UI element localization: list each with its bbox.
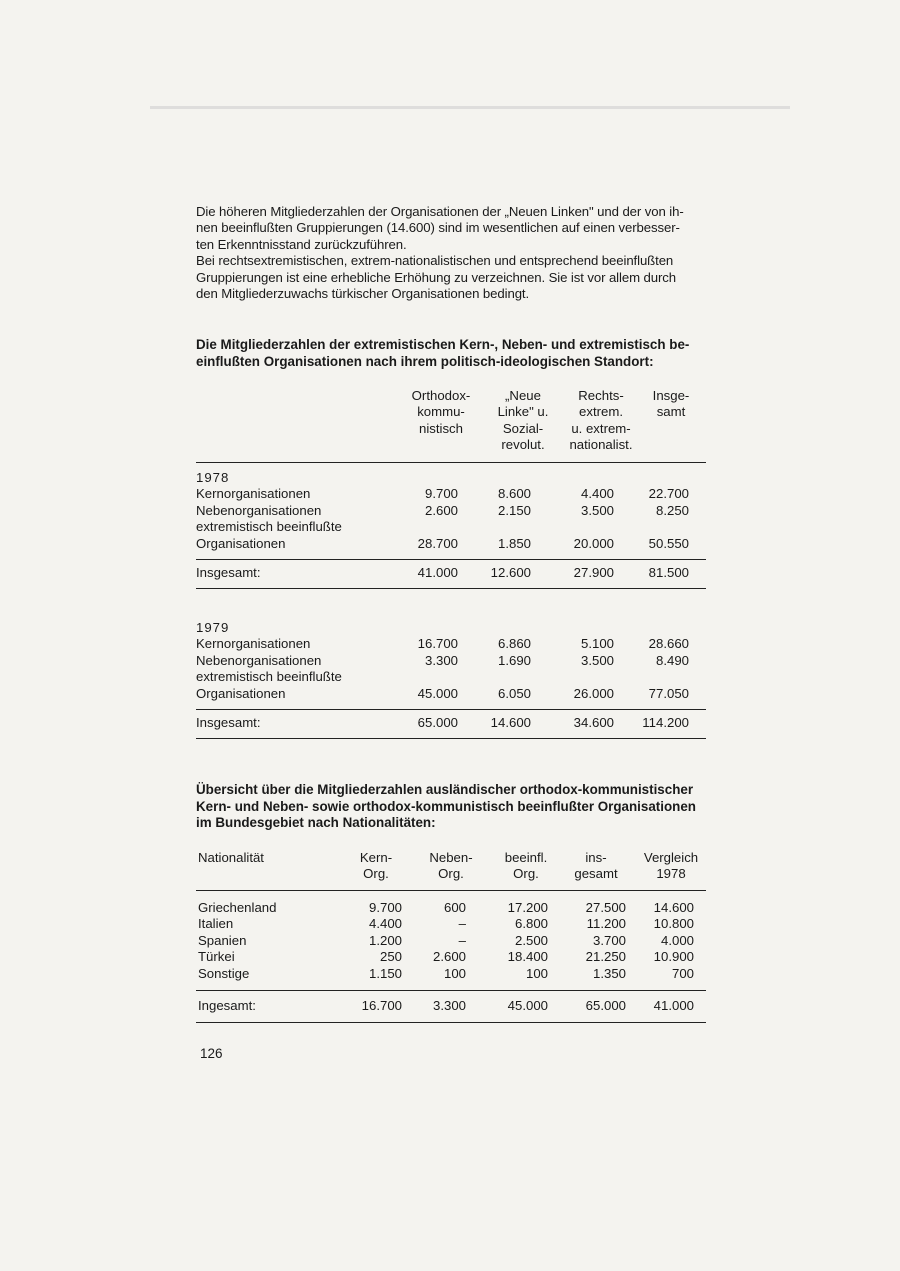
column-header: extrem. <box>579 404 623 420</box>
table-cell: 26.000 <box>573 685 614 701</box>
column-header: samt <box>656 404 686 420</box>
block-end-rule <box>196 588 706 589</box>
row-label: Kernorganisationen <box>196 486 311 502</box>
block-end-rule <box>196 1022 706 1023</box>
table-cell: 28.700 <box>417 535 458 551</box>
table-cell: 3.700 <box>592 932 626 948</box>
table-cell: 8.600 <box>497 486 531 502</box>
column-header: nistisch <box>419 420 463 436</box>
table-cell: 17.200 <box>507 900 548 915</box>
row-label: Nebenorganisationen <box>196 652 322 668</box>
table-cell: 3.500 <box>580 652 614 668</box>
total-cell: 65.000 <box>417 715 458 730</box>
row-label: Organisationen <box>196 685 286 701</box>
table-cell: 1.150 <box>368 965 402 981</box>
table-cell: 3.300 <box>424 652 458 668</box>
row-label: Sonstige <box>198 965 250 981</box>
intro-line: ten Erkenntnisstand zurückzuführen. <box>196 236 407 252</box>
row-label: Italien <box>198 916 234 932</box>
total-cell: 16.700 <box>361 998 402 1013</box>
row-label: Nebenorganisationen <box>196 502 322 518</box>
total-label: Ingesamt: <box>198 998 256 1013</box>
column-header: Sozial- <box>502 420 544 436</box>
column-header: nationalist. <box>569 437 633 453</box>
table-cell: 27.500 <box>585 900 626 915</box>
block-end-rule <box>196 738 706 739</box>
table-cell: 3.500 <box>580 502 614 518</box>
column-header: Vergleich <box>643 850 699 865</box>
heading-line: Kern- und Neben- sowie orthodox-kommunistisch beeinflußter Organisationen <box>196 798 696 814</box>
column-header: Neben- <box>429 850 473 865</box>
column-header: Org. <box>363 866 389 882</box>
column-header: ins- <box>585 850 607 865</box>
table-cell: 2.600 <box>432 949 466 965</box>
table-cell: – <box>458 916 466 932</box>
total-cell: 34.600 <box>573 715 614 730</box>
table-cell: 2.500 <box>514 932 548 948</box>
table-cell: 100 <box>525 965 548 981</box>
row-label: Griechenland <box>198 900 277 915</box>
intro-paragraph <box>196 204 716 302</box>
table-cell: 22.700 <box>648 486 689 502</box>
intro-line: den Mitgliederzuwachs türkischer Organisationen bedingt. <box>196 286 530 302</box>
table-cell: 1.350 <box>592 965 626 981</box>
table-cell: 250 <box>379 949 402 965</box>
total-rule <box>196 559 706 560</box>
heading-line: Übersicht über die Mitgliederzahlen ausländischer orthodox-kommunistischer <box>196 782 694 797</box>
year-label: 1978 <box>196 470 230 485</box>
total-cell: 3.300 <box>432 998 466 1013</box>
column-header: u. extrem- <box>571 420 631 436</box>
column-header: Linke" u. <box>497 404 549 420</box>
table-cell: 5.100 <box>580 636 614 652</box>
table-cell: 20.000 <box>573 535 614 551</box>
table-cell: 4.400 <box>580 486 614 502</box>
column-header: Org. <box>438 866 464 882</box>
heading-line: einflußten Organisationen nach ihrem politisch-ideologischen Standort: <box>196 353 654 369</box>
table-cell: 9.700 <box>368 900 402 915</box>
table-cell: 45.000 <box>417 685 458 701</box>
total-cell: 41.000 <box>653 998 694 1013</box>
total-cell: 27.900 <box>573 565 614 580</box>
table-cell: 4.000 <box>660 932 694 948</box>
table-cell: 18.400 <box>507 949 548 965</box>
row-label: extremistisch beeinflußte <box>196 669 342 685</box>
column-header: Orthodox- <box>411 388 471 403</box>
total-cell: 14.600 <box>490 715 531 730</box>
row-label: Türkei <box>198 949 235 965</box>
intro-line: Bei rechtsextremistischen, extrem-nationalistischen und entsprechend beeinflußten <box>196 253 674 269</box>
table-cell: 4.400 <box>368 916 402 932</box>
total-rule <box>196 990 706 991</box>
table-cell: 6.800 <box>514 916 548 932</box>
total-cell: 65.000 <box>585 998 626 1013</box>
table-cell: 8.250 <box>655 502 689 518</box>
total-cell: 114.200 <box>642 715 689 730</box>
scan-edge <box>150 106 790 109</box>
table-cell: 100 <box>443 965 466 981</box>
heading-line: Die Mitgliederzahlen der extremistischen Kern-, Neben- und extremistisch be- <box>196 337 690 352</box>
table-cell: 2.150 <box>497 502 531 518</box>
column-header: gesamt <box>574 866 618 882</box>
table-cell: 700 <box>671 965 694 981</box>
table-cell: 10.800 <box>653 916 694 932</box>
total-cell: 12.600 <box>490 565 531 580</box>
table-cell: 6.860 <box>497 636 531 652</box>
row-label: extremistisch beeinflußte <box>196 519 342 535</box>
table-cell: – <box>458 932 466 948</box>
column-header: Insge- <box>652 388 690 403</box>
table-cell: 10.900 <box>653 949 694 965</box>
table-cell: 11.200 <box>586 916 626 932</box>
table-cell: 2.600 <box>424 502 458 518</box>
column-header: beeinfl. <box>504 850 548 865</box>
table-cell: 50.550 <box>648 535 689 551</box>
total-label: Insgesamt: <box>196 565 261 580</box>
column-header: revolut. <box>501 437 545 453</box>
header-rule <box>196 890 706 891</box>
table-cell: 77.050 <box>648 685 689 701</box>
total-cell: 41.000 <box>417 565 458 580</box>
column-header: kommu- <box>417 404 465 420</box>
column-header: Org. <box>513 866 539 882</box>
row-label: Kernorganisationen <box>196 636 311 652</box>
total-rule <box>196 709 706 710</box>
column-header: 1978 <box>656 866 686 882</box>
table-cell: 9.700 <box>424 486 458 502</box>
row-label: Organisationen <box>196 535 286 551</box>
column-header: Kern- <box>359 850 393 865</box>
table-cell: 8.490 <box>655 652 689 668</box>
column-header: Nationalität <box>198 850 264 865</box>
table-cell: 1.690 <box>497 652 531 668</box>
total-cell: 81.500 <box>648 565 689 580</box>
row-label: Spanien <box>198 932 247 948</box>
intro-line: Gruppierungen ist eine erhebliche Erhöhung zu verzeichnen. Sie ist vor allem durch <box>196 269 677 285</box>
intro-line: Die höheren Mitgliederzahlen der Organisationen der „Neuen Linken" und der von ih- <box>196 204 684 219</box>
heading-line: im Bundesgebiet nach Nationalitäten: <box>196 815 436 830</box>
intro-line: nen beeinflußten Gruppierungen (14.600) sind im wesentlichen auf einen verbesser- <box>196 220 680 236</box>
table-cell: 600 <box>443 900 466 915</box>
total-cell: 45.000 <box>507 998 548 1013</box>
table-cell: 16.700 <box>417 636 458 652</box>
column-header: „Neue <box>505 388 541 403</box>
year-label: 1979 <box>196 620 230 635</box>
table-cell: 21.250 <box>585 949 626 965</box>
table-cell: 1.850 <box>497 535 531 551</box>
table-cell: 6.050 <box>497 685 531 701</box>
table1-heading <box>196 337 716 370</box>
page-number: 126 <box>200 1046 223 1061</box>
table-cell: 28.660 <box>648 636 689 652</box>
total-label: Insgesamt: <box>196 715 261 730</box>
table2-heading <box>196 782 716 832</box>
table-cell: 14.600 <box>653 900 694 915</box>
table-cell: 1.200 <box>368 932 402 948</box>
header-rule <box>196 462 706 463</box>
column-header: Rechts- <box>578 388 624 403</box>
